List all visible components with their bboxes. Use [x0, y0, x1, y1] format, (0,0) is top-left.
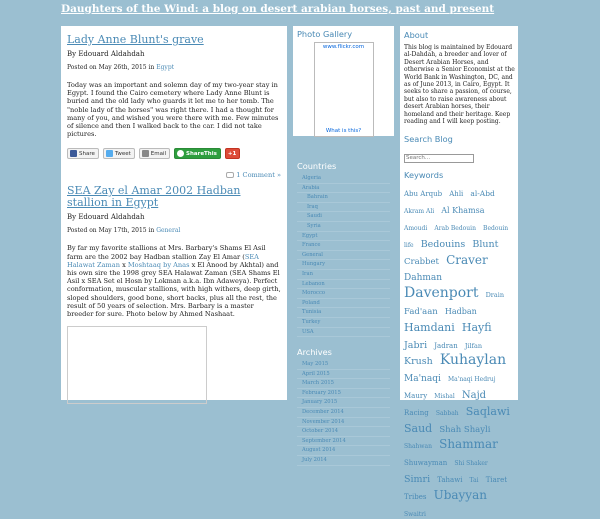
keyword-tag[interactable]: Arab Bedouin: [434, 225, 476, 233]
keyword-tag[interactable]: Tahawi: [437, 476, 463, 485]
post-2-body-text-1: By far my favorite stallions at Mrs. Barbary's Shams El Asil farm are the 2002 bay Hadban stallion Zay El Amar (: [67, 244, 266, 261]
flickr-whatis-link[interactable]: What is this?: [325, 128, 362, 134]
share-bar: [67, 148, 281, 159]
archive-item[interactable]: May 2015: [297, 360, 390, 370]
keyword-tag[interactable]: Tribes: [404, 492, 427, 501]
country-item[interactable]: Poland: [297, 299, 390, 309]
keyword-tag[interactable]: Saqlawi: [465, 404, 510, 418]
keyword-tag[interactable]: Ma'naqi Hedruj: [447, 376, 496, 384]
keyword-tag[interactable]: Jabri: [404, 339, 428, 351]
country-item[interactable]: General: [297, 251, 390, 261]
facebook-share-label: Share: [79, 150, 95, 157]
keyword-tag[interactable]: Kuhaylan: [439, 352, 507, 369]
about-title: About: [404, 30, 429, 40]
facebook-share-button[interactable]: [67, 148, 99, 159]
keyword-tag[interactable]: Najd: [461, 390, 487, 402]
keyword-tag[interactable]: Bedouin life: [404, 225, 509, 249]
keyword-tag[interactable]: Racing: [404, 408, 429, 417]
keyword-tag[interactable]: Hamdani: [404, 320, 455, 334]
country-item[interactable]: Tunisia: [297, 308, 390, 318]
right-sidebar: [400, 26, 518, 518]
archive-item[interactable]: April 2015: [297, 370, 390, 380]
keyword-tag[interactable]: al-Abd: [470, 189, 495, 199]
keyword-tag[interactable]: Shah Shayli: [439, 424, 491, 435]
keyword-tag[interactable]: Shammar: [439, 437, 498, 452]
keyword-tag[interactable]: Jilfan: [464, 341, 483, 350]
archive-item[interactable]: December 2014: [297, 408, 390, 418]
keyword-tag[interactable]: Akram Ali: [404, 208, 435, 216]
keyword-tag[interactable]: Maury: [404, 392, 428, 401]
twitter-icon: [106, 150, 113, 157]
email-share-button[interactable]: [139, 148, 170, 159]
archives-list: [297, 360, 390, 466]
keyword-tag[interactable]: Jadran: [434, 341, 458, 350]
post-2-link-moshtaaq[interactable]: Moshtaaq by Anas: [127, 260, 190, 269]
search-input[interactable]: [404, 154, 474, 163]
archive-item[interactable]: September 2014: [297, 437, 390, 447]
keywords-title: Keywords: [404, 170, 444, 181]
keyword-tag[interactable]: Shi Shaker: [454, 460, 488, 468]
keyword-tag[interactable]: Abu Arqub: [404, 190, 443, 199]
keyword-tag[interactable]: Shuwayman: [404, 459, 448, 468]
sharethis-button[interactable]: [174, 148, 221, 159]
site-title[interactable]: Daughters of the Wind: a blog on desert arabian horses, past and present: [61, 3, 495, 15]
country-item[interactable]: Bahrain: [297, 193, 390, 203]
keyword-tag[interactable]: Amoudi: [404, 225, 428, 233]
post-1-category-link[interactable]: Egypt: [156, 64, 175, 71]
flickr-badge[interactable]: [314, 42, 374, 137]
tweet-label: Tweet: [114, 150, 131, 157]
post-2-photo: [67, 326, 207, 404]
middle-sidebar: [293, 26, 394, 464]
archive-item[interactable]: January 2015: [297, 398, 390, 408]
archive-item[interactable]: August 2014: [297, 446, 390, 456]
countries-widget: [293, 161, 394, 337]
flickr-link[interactable]: www.flickr.com: [322, 44, 365, 50]
keyword-tag[interactable]: Saud: [404, 421, 433, 435]
archive-item[interactable]: November 2014: [297, 418, 390, 428]
country-item[interactable]: USA: [297, 328, 390, 338]
sharethis-label: ShareThis: [186, 150, 217, 157]
email-label: Email: [150, 150, 167, 157]
post-1: [67, 34, 281, 179]
country-item[interactable]: Iraq: [297, 203, 390, 213]
country-item[interactable]: Arabia: [297, 184, 390, 194]
archive-item[interactable]: March 2015: [297, 379, 390, 389]
comment-icon: [226, 172, 234, 178]
keyword-tag[interactable]: Ahli: [449, 190, 464, 199]
keyword-tag[interactable]: Hadban: [444, 307, 477, 317]
countries-list: [297, 174, 390, 337]
country-item[interactable]: Egypt: [297, 232, 390, 242]
keyword-tag[interactable]: Crabbet: [404, 256, 439, 267]
keyword-tag[interactable]: Shahwan: [404, 443, 432, 451]
keyword-tag[interactable]: Ubayyan: [433, 487, 487, 502]
keyword-tag[interactable]: Sabbah: [435, 409, 459, 417]
post-1-meta: [67, 64, 281, 71]
keyword-tag[interactable]: Hayfi: [461, 320, 492, 334]
post-1-date: Posted on May 26th, 2015 in: [67, 64, 157, 71]
post-1-comments-link[interactable]: [67, 171, 281, 179]
facebook-icon: [70, 150, 77, 157]
photo-gallery-widget: [293, 26, 394, 136]
country-item[interactable]: Hungary: [297, 260, 390, 270]
keyword-tag[interactable]: Fad'aan: [404, 307, 438, 318]
archives-title: Archives: [297, 347, 332, 358]
email-icon: [142, 150, 149, 157]
keyword-tag[interactable]: Dahman: [404, 273, 443, 284]
post-1-author: By Edouard Aldahdah: [67, 50, 145, 58]
post-2-link-halawat-zaman[interactable]: SEA Halawat Zaman: [67, 252, 259, 269]
post-2-body-text-3: x El Anood by Akhtal) and his own sire the 1998 grey SEA Halawat Zaman (SEA Shams El Asil x SEA Set el Hosn by Lokman a.k.a. Ibn Adaweya). Perfect conformation, muscular stallions, with high withers, deep girth, sloped shoulders, good bone, short backs, plus all the rest, the result of 50 years of selection. Mrs. Barbary is a master breeder for sure. Photo below by Ahmed Nashaat.: [67, 260, 281, 319]
country-item[interactable]: Syria: [297, 222, 390, 232]
post-2-body-text-2: x: [120, 260, 128, 269]
keyword-tag[interactable]: Krush: [404, 356, 433, 368]
about-text: This blog is maintained by Edouard al-Dahdah, a breeder and lover of Desert Arabian Horses, and otherwise a Senior Economist at the World Bank in Washington, DC, and as of June 2013, in Cairo, Egypt. It seeks to share a passion, of course, but also to raise awareness about desert Arabian horses, their homeland and their heritage. Keep reading and I will keep posting.: [404, 44, 515, 126]
archive-item[interactable]: October 2014: [297, 427, 390, 437]
keyword-tag-cloud: [404, 183, 515, 519]
country-item[interactable]: Saudi: [297, 212, 390, 222]
country-item[interactable]: Morocco: [297, 289, 390, 299]
sharethis-icon: [177, 150, 184, 157]
post-1-body: Today was an important and solemn day of my two-year stay in Egypt. I found the Cairo cemetery where Lady Anne Blunt is buried and the old lady who guards it let me to her tomb. The "noble lady of the horses" was right there. I had a thought for many of you, and wished you were there with me. Few minutes of silence and then I walked back to the car. I did not take pictures.: [67, 81, 279, 139]
keyword-tag[interactable]: Tai: [469, 477, 479, 485]
keyword-tag[interactable]: Davenport: [404, 285, 479, 302]
search-title: Search Blog: [404, 134, 453, 145]
keyword-tag[interactable]: Simri: [404, 474, 431, 486]
post-1-title[interactable]: Lady Anne Blunt's grave: [67, 33, 204, 46]
tweet-button[interactable]: [103, 148, 135, 159]
post-2-author: By Edouard Aldahdah: [67, 213, 145, 222]
keyword-tag[interactable]: Ma'naqi: [404, 374, 441, 385]
keyword-tag[interactable]: Drain: [485, 291, 505, 300]
post-1-comments-label: 1 Comment »: [236, 171, 281, 180]
country-item[interactable]: France: [297, 241, 390, 251]
country-item[interactable]: Iran: [297, 270, 390, 280]
post-2-date: Posted on May 17th, 2015 in: [67, 227, 157, 235]
country-item[interactable]: Algeria: [297, 174, 390, 184]
main-content: [61, 26, 287, 400]
post-2: [67, 185, 281, 404]
keyword-tag[interactable]: Swaitri: [404, 510, 426, 518]
keyword-tag[interactable]: Blunt: [472, 238, 499, 250]
keyword-tag[interactable]: Al Khamsa: [441, 206, 485, 216]
country-item[interactable]: Turkey: [297, 318, 390, 328]
keyword-tag[interactable]: Mishal: [434, 393, 455, 401]
post-2-category-link[interactable]: General: [156, 227, 181, 235]
archives-widget: [293, 347, 394, 466]
gplus-button[interactable]: +1: [225, 148, 240, 159]
country-item[interactable]: Lebanon: [297, 280, 390, 290]
keyword-tag[interactable]: Craver: [446, 252, 488, 267]
post-2-title[interactable]: SEA Zay el Amar 2002 Hadban stallion in Egypt: [67, 184, 241, 210]
photo-gallery-title: Photo Gallery: [297, 29, 353, 39]
keyword-tag[interactable]: Bedouins: [420, 238, 466, 250]
keyword-tag[interactable]: Tiaret: [485, 476, 508, 485]
post-2-meta: [67, 227, 281, 234]
archive-item[interactable]: February 2015: [297, 389, 390, 399]
countries-title: Countries: [297, 161, 337, 171]
post-2-body: [67, 244, 281, 318]
archive-item[interactable]: July 2014: [297, 456, 390, 466]
